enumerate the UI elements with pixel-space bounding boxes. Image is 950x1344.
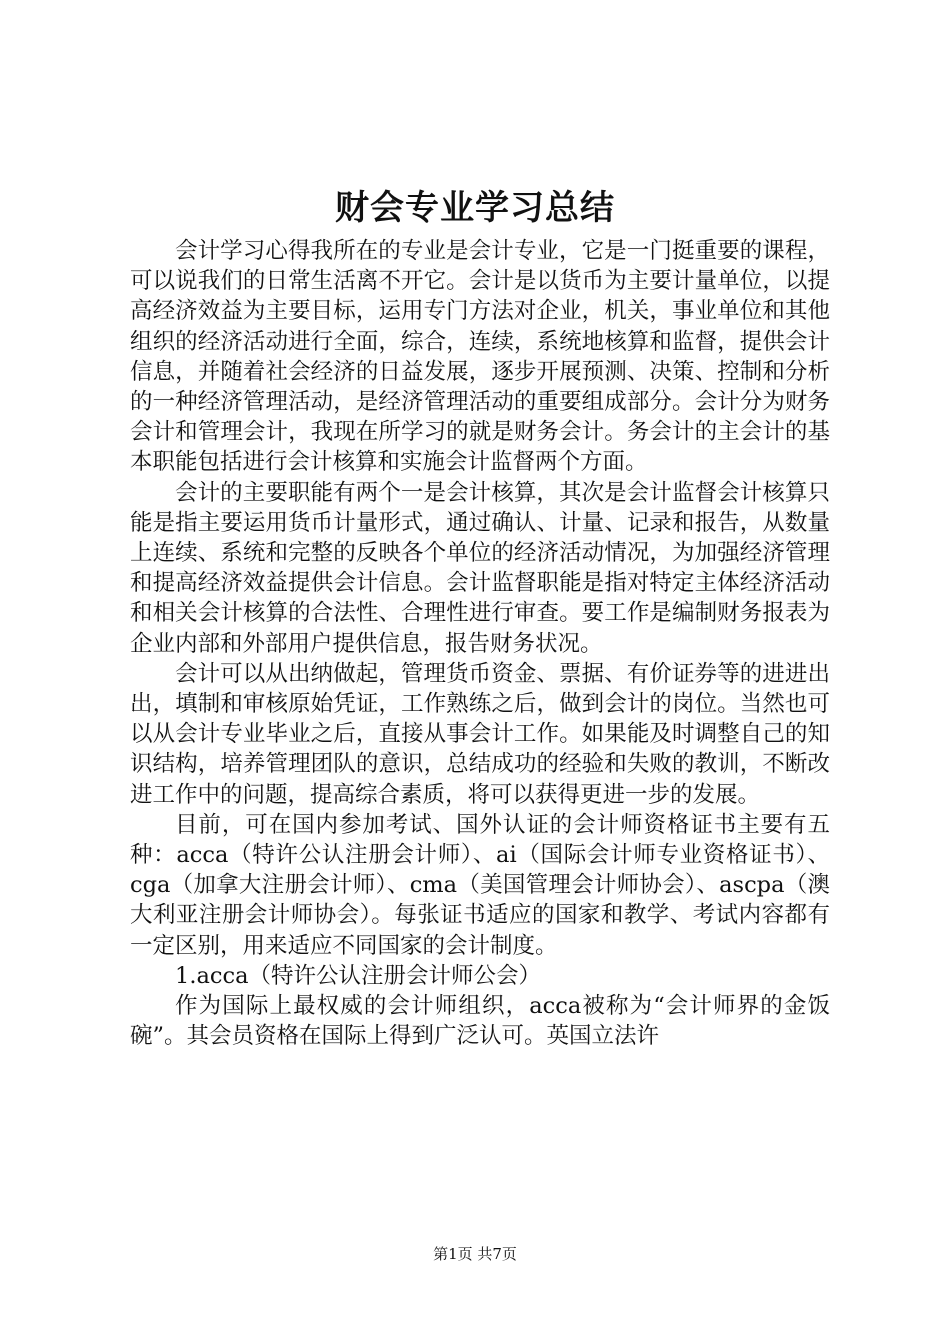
section-heading-acca: 1.acca（特许公认注册会计师公会） (175, 962, 541, 989)
document-title: 财会专业学习总结 (335, 188, 615, 228)
document-body (130, 236, 830, 1051)
paragraph-acca: 作为国际上最权威的会计师组织，acca被称为“会计师界的金饭碗”。其会员资格在国际上得到广泛认可。英国立法许 (130, 993, 830, 1050)
paragraph-functions: 会计的主要职能有两个一是会计核算，其次是会计监督会计核算只能是指主要运用货币计量形式，通过确认、计量、记录和报告，从数量上连续、系统和完整的反映各个单位的经济活动情况，为加强经济管理和提高经济效益提供会计信息。会计监督职能是指对特定主体经济活动和相关会计核算的合法性、合理性进行审查。要工作是编制财务报表为企业内部和外部用户提供信息，报告财务状况。 (130, 479, 830, 657)
paragraph-intro: 会计学习心得我所在的专业是会计专业，它是一门挺重要的课程，可以说我们的日常生活离不开它。会计是以货币为主要计量单位，以提高经济效益为主要目标，运用专门方法对企业，机关，事业单位和其他组织的经济活动进行全面，综合，连续，系统地核算和监督，提供会计信息，并随着社会经济的日益发展，逐步开展预测、决策、控制和分析的一种经济管理活动，是经济管理活动的重要组成部分。会计分为财务会计和管理会计，我现在所学习的就是财务会计。务会计的主会计的基本职能包括进行会计核算和实施会计监督两个方面。 (130, 238, 830, 476)
paragraph-career: 会计可以从出纳做起，管理货币资金、票据、有价证券等的进进出出，填制和审核原始凭证，工作熟练之后，做到会计的岗位。当然也可以从会计专业毕业之后，直接从事会计工作。如果能及时调整自己的知识结构，培养管理团队的意识，总结成功的经验和失败的教训，不断改进工作中的问题，提高综合素质，将可以获得更进一步的发展。 (130, 660, 830, 808)
paragraph-certificates: 目前，可在国内参加考试、国外认证的会计师资格证书主要有五种：acca（特许公认注册会计师）、ai（国际会计师专业资格证书）、cga（加拿大注册会计师）、cma（美国管理会计师协会）、ascpa（澳大利亚注册会计师协会）。每张证书适应的国家和教学、考试内容都有一定区别，用来适应不同国家的会计制度。 (130, 811, 830, 959)
page-number-footer: 第1页 共7页 (433, 1245, 517, 1263)
